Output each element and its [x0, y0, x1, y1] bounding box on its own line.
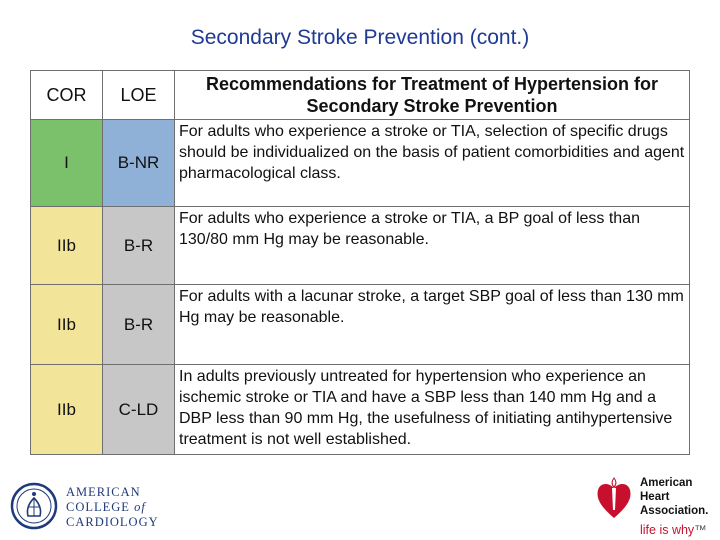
table-row — [31, 365, 690, 455]
recommendation-cell: For adults who experience a stroke or TIA, a BP goal of less than 130/80 mm Hg may be reasonable. — [175, 207, 690, 285]
aha-tagline: life is why™ — [640, 523, 707, 537]
acc-line-1: AMERICAN — [66, 485, 141, 499]
aha-heart-torch-icon — [594, 474, 634, 522]
acc-line-2: COLLEGE of — [66, 500, 146, 514]
page-title: Secondary Stroke Prevention (cont.) — [190, 26, 530, 49]
aha-logo — [594, 468, 714, 538]
recommendation-cell: For adults who experience a stroke or TIA, selection of specific drugs should be individualized on the basis of patient comorbidities and agent pharmacological class. — [175, 120, 690, 207]
header-loe: LOE — [103, 71, 175, 120]
cor-cell: IIb — [31, 285, 103, 365]
loe-cell: B-R — [103, 207, 175, 285]
acc-line-3: CARDIOLOGY — [66, 515, 159, 529]
recommendation-cell: For adults with a lacunar stroke, a target SBP goal of less than 130 mm Hg may be reasonable. — [175, 285, 690, 365]
aha-line-2: Heart — [640, 491, 670, 503]
header-cor: COR — [31, 71, 103, 120]
aha-line-3: Association. — [640, 505, 709, 517]
header-recommendation: Recommendations for Treatment of Hypertension for Secondary Stroke Prevention — [175, 71, 690, 120]
acc-wordmark — [66, 485, 159, 530]
table-row — [31, 207, 690, 285]
cor-cell: IIb — [31, 207, 103, 285]
cor-cell: IIb — [31, 365, 103, 455]
recommendation-cell: In adults previously untreated for hypertension who experience an ischemic stroke or TIA and have a SBP less than 140 mm Hg and a DBP less than 90 mm Hg, the usefulness of initiating antihypertensive treatment is not well established. — [175, 365, 690, 455]
recommendations-table — [30, 70, 690, 455]
loe-cell: C-LD — [103, 365, 175, 455]
table-header-row — [31, 71, 690, 120]
loe-cell: B-R — [103, 285, 175, 365]
table-row — [31, 120, 690, 207]
acc-logo — [10, 482, 170, 532]
cor-cell: I — [31, 120, 103, 207]
aha-line-1: American — [640, 477, 693, 489]
aha-wordmark — [640, 476, 708, 518]
table-row — [31, 285, 690, 365]
loe-cell: B-NR — [103, 120, 175, 207]
acc-seal-icon — [10, 482, 58, 530]
